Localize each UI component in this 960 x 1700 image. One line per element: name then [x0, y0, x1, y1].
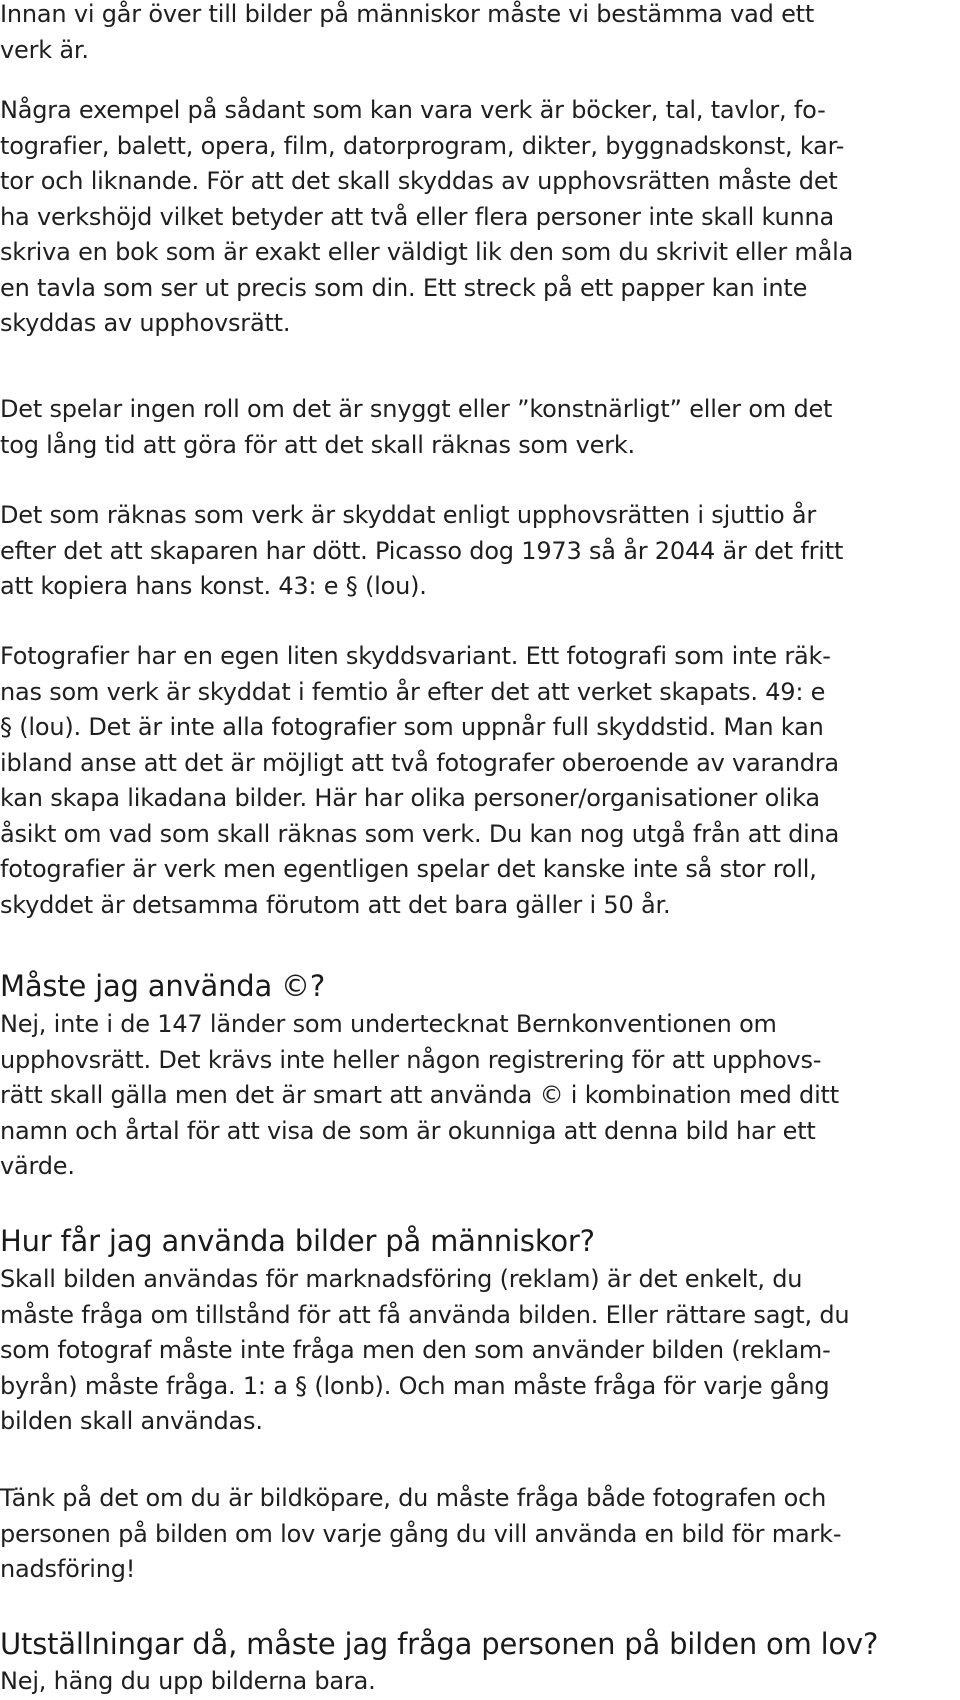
text-line: fotografier är verk men egentligen spelar det kanske inte så stor roll,	[0, 855, 817, 883]
text-line: skyddet är detsamma förutom att det bara gäller i 50 år.	[0, 890, 671, 919]
heading-people: Hur får jag använda bilder på människor?	[0, 1224, 595, 1258]
text-line: § (lou). Det är inte alla fotografier som uppnår full skyddstid. Man kan	[0, 713, 824, 741]
text-line: bilden skall användas.	[0, 1407, 263, 1435]
text-line: Fotografier har en egen liten skyddsvariant. Ett fotografi som inte räk-	[0, 642, 831, 670]
text-line: Nej, inte i de 147 länder som undertecknat Bernkonventionen om	[0, 1010, 777, 1038]
paragraph-people	[0, 1262, 849, 1440]
text-line: Innan vi går över till bilder på människor måste vi bestämma vad ett	[0, 0, 815, 28]
text-line: kan skapa likadana bilder. Här har olika personer/organisationer olika	[0, 784, 820, 812]
paragraph-beauty	[0, 392, 832, 463]
text-line: Skall bilden användas för marknadsföring (reklam) är det enkelt, du	[0, 1265, 803, 1293]
text-line: tog lång tid att göra för att det skall räknas som verk.	[0, 430, 635, 459]
text-line: byrån) måste fråga. 1: a § (lonb). Och man måste fråga för varje gång	[0, 1371, 830, 1400]
paragraph-photos	[0, 639, 839, 923]
text-line: som fotograf måste inte fråga men den som använder bilden (reklam-	[0, 1336, 831, 1364]
text-line: Det som räknas som verk är skyddat enligt upphovsrätten i sjuttio år	[0, 501, 817, 529]
text-line: Nej, häng du upp bilderna bara.	[0, 1667, 376, 1695]
heading-copyright: Måste jag använda ©?	[0, 969, 326, 1003]
text-line: Det spelar ingen roll om det är snyggt eller ”konstnärligt” eller om det	[0, 395, 833, 423]
paragraph-intro	[0, 0, 814, 68]
text-line: tor och liknande. För att det skall skyddas av upphovsrätten måste det	[0, 167, 838, 195]
paragraph-copyright	[0, 1007, 839, 1185]
paragraph-buyer	[0, 1481, 841, 1588]
text-line: personen på bilden om lov varje gång du vill använda en bild för mark-	[0, 1519, 842, 1548]
text-line: värde.	[0, 1152, 75, 1180]
text-line: ha verkshöjd vilket betyder att två eller flera personer inte skall kunna	[0, 202, 835, 231]
text-line: Några exempel på sådant som kan vara verk är böcker, tal, tavlor, fo-	[0, 96, 826, 124]
text-line: en tavla som ser ut precis som din. Ett streck på ett papper kan inte	[0, 273, 808, 302]
text-line: tografier, balett, opera, film, datorprogram, dikter, byggnadskonst, kar-	[0, 131, 845, 160]
text-line: namn och årtal för att visa de som är okunniga att denna bild har ett	[0, 1116, 816, 1145]
text-line: att kopiera hans konst. 43: e § (lou).	[0, 572, 427, 600]
text-line: måste fråga om tillstånd för att få använda bilden. Eller rättare sagt, du	[0, 1300, 850, 1329]
text-line: upphovsrätt. Det krävs inte heller någon registrering för att upphovs-	[0, 1045, 822, 1074]
text-line: skriva en bok som är exakt eller väldigt lik den som du skrivit eller måla	[0, 238, 854, 266]
text-line: nadsföring!	[0, 1555, 136, 1583]
text-line: Tänk på det om du är bildköpare, du måste fråga både fotografen och	[0, 1484, 827, 1512]
text-line: rätt skall gälla men det är smart att använda © i kombination med ditt	[0, 1081, 839, 1109]
paragraph-works	[0, 93, 853, 342]
paragraph-exhibit	[0, 1664, 376, 1700]
text-line: efter det att skaparen har dött. Picasso dog 1973 så år 2044 är det fritt	[0, 536, 844, 565]
text-line: nas som verk är skyddat i femtio år efter det att verket skapats. 49: e	[0, 677, 826, 706]
text-line: ibland anse att det är möjligt att två fotografer oberoende av varandra	[0, 748, 839, 777]
paragraph-duration	[0, 498, 843, 605]
text-line: skyddas av upphovsrätt.	[0, 309, 291, 337]
text-line: verk är.	[0, 35, 89, 64]
heading-exhibit: Utställningar då, måste jag fråga personen på bilden om lov?	[0, 1627, 879, 1661]
text-line: åsikt om vad som skall räknas som verk. Du kan nog utgå från att dina	[0, 819, 840, 848]
